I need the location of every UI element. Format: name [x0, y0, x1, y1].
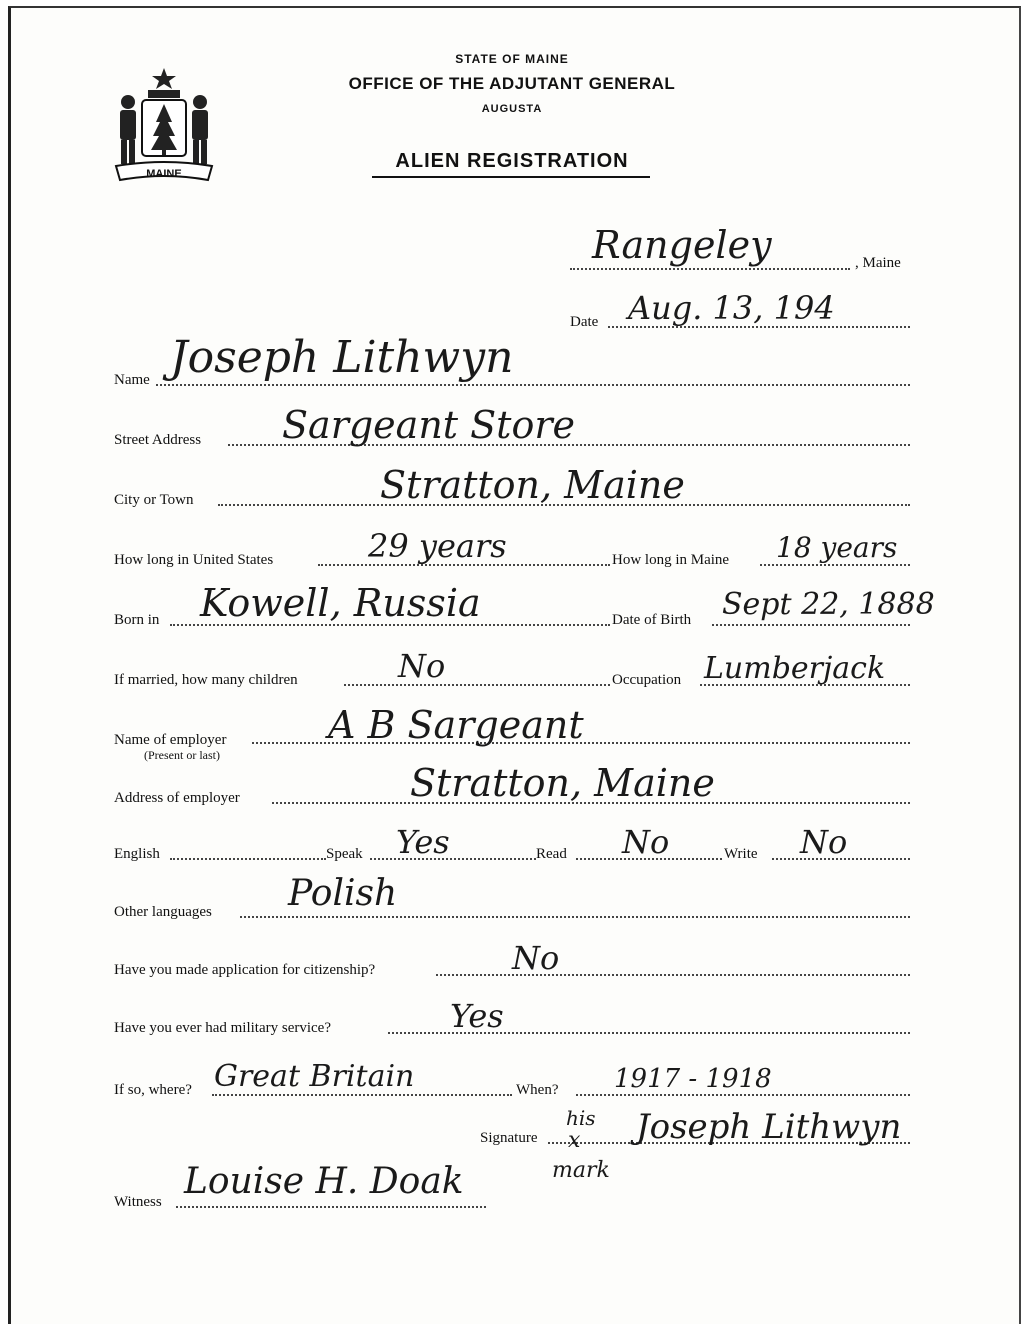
maine-label: , Maine [855, 255, 901, 271]
citizenship-entry: No [512, 939, 560, 977]
english-label: English [114, 846, 160, 862]
married-children-entry: No [398, 647, 446, 685]
born-in-entry: Kowell, Russia [200, 581, 481, 625]
how-long-maine-label: How long in Maine [612, 552, 730, 568]
speak-line [370, 858, 536, 860]
employer-name-label: Name of employer [114, 732, 227, 748]
street-address-label: Street Address [114, 432, 202, 448]
witness-line [176, 1206, 486, 1208]
married-children-label: If married, how many children [114, 672, 298, 688]
title-underline [372, 176, 650, 178]
born-in-label: Born in [114, 612, 160, 628]
read-entry: No [622, 823, 670, 861]
write-label: Write [724, 846, 758, 862]
form-title: ALIEN REGISTRATION [395, 150, 629, 172]
date-of-birth-label: Date of Birth [612, 612, 692, 628]
town-entry: Rangeley [592, 223, 772, 267]
other-languages-label: Other languages [114, 904, 212, 920]
married-children-line [344, 684, 610, 686]
where-entry: Great Britain [214, 1059, 415, 1094]
write-entry: No [800, 823, 848, 861]
read-label: Read [536, 846, 567, 862]
witness-label: Witness [114, 1194, 162, 1210]
signature-mark-word: mark [552, 1158, 610, 1183]
signature-name: Joseph Lithwyn [636, 1107, 902, 1147]
date-of-birth-entry: Sept 22, 1888 [722, 587, 935, 622]
witness-entry: Louise H. Doak [184, 1161, 464, 1202]
other-languages-entry: Polish [288, 873, 398, 914]
signature-his: his [566, 1106, 596, 1130]
employer-note: (Present or last) [144, 748, 220, 762]
citizenship-label: Have you made application for citizenship? [114, 962, 376, 978]
military-entry: Yes [450, 997, 504, 1035]
name-line [156, 384, 910, 386]
english-line [170, 858, 326, 860]
employer-address-entry: Stratton, Maine [410, 761, 715, 805]
signature-label: Signature [480, 1130, 538, 1146]
town-line [570, 268, 850, 270]
how-long-maine-entry: 18 years [776, 531, 898, 564]
where-line [212, 1094, 512, 1096]
other-languages-line [240, 916, 910, 918]
when-line [576, 1094, 910, 1096]
employer-name-entry: A B Sargeant [328, 703, 584, 747]
citizenship-line [436, 974, 910, 976]
how-long-us-label: How long in United States [114, 552, 274, 568]
employer-address-label: Address of employer [114, 790, 240, 806]
city-label: City or Town [114, 492, 194, 508]
name-entry: Joseph Lithwyn [170, 332, 514, 383]
street-address-entry: Sargeant Store [282, 403, 575, 447]
state-seal-icon [108, 66, 220, 186]
how-long-maine-line [760, 564, 910, 566]
how-long-us-entry: 29 years [368, 527, 507, 565]
speak-entry: Yes [396, 823, 450, 861]
military-label: Have you ever had military service? [114, 1020, 331, 1036]
state-heading: STATE OF MAINE [455, 52, 569, 66]
date-entry: Aug. 13, 194 [628, 289, 835, 327]
where-label: If so, where? [114, 1082, 192, 1098]
occupation-label: Occupation [612, 672, 682, 688]
occupation-entry: Lumberjack [704, 651, 886, 686]
when-entry: 1917 - 1918 [614, 1064, 772, 1094]
name-label: Name [114, 372, 150, 388]
city-entry: Stratton, Maine [380, 463, 685, 507]
office-heading: OFFICE OF THE ADJUTANT GENERAL [348, 74, 676, 93]
speak-label: Speak [326, 846, 363, 862]
city-heading: AUGUSTA [481, 103, 543, 115]
signature-mark: x [568, 1128, 581, 1153]
seal-label: MAINE [146, 168, 182, 180]
date-label: Date [570, 314, 599, 330]
date-of-birth-line [712, 624, 910, 626]
when-label: When? [516, 1082, 559, 1098]
